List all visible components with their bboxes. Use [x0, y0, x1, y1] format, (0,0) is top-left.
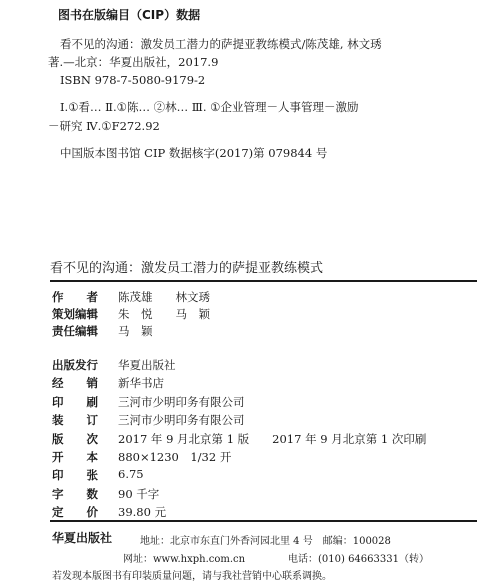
- detail-row-word-count: [52, 486, 426, 504]
- detail-value: 880×1230 1/32 开: [118, 449, 232, 464]
- title-rule: [50, 280, 477, 282]
- detail-label: 经 销: [52, 376, 98, 391]
- detail-label: 字 数: [52, 486, 98, 501]
- credit-row-author: [52, 289, 210, 306]
- detail-row-edition: [52, 431, 426, 449]
- credit-row-responsible-editor: [52, 323, 210, 340]
- detail-value: 6.75: [118, 467, 144, 482]
- detail-label: 印 刷: [52, 394, 98, 409]
- detail-label: 开 本: [52, 449, 98, 464]
- publisher-name: 华夏出版社: [52, 531, 113, 545]
- credit-label: 策划编辑: [52, 307, 98, 321]
- credit-label: 责任编辑: [52, 324, 98, 338]
- credit-value: 朱 悦 马 颖: [118, 307, 210, 321]
- credit-label: 作 者: [52, 290, 98, 304]
- detail-value: 三河市少明印务有限公司: [118, 394, 245, 409]
- detail-value: 90 千字: [118, 486, 160, 501]
- detail-row-publisher: [52, 357, 426, 375]
- cip-classification-1: Ⅰ.①看… Ⅱ.①陈… ②林… Ⅲ. ①企业管理－人事管理－激励: [60, 100, 359, 114]
- detail-label: 定 价: [52, 505, 98, 520]
- detail-row-sheets: [52, 467, 426, 485]
- credits: [52, 289, 210, 340]
- book-title: 看不见的沟通：激发员工潜力的萨提亚教练模式: [50, 261, 324, 276]
- detail-value: 三河市少明印务有限公司: [118, 413, 245, 428]
- cip-line-2: 著.—北京：华夏出版社，2017.9: [48, 55, 219, 69]
- detail-label: 出版发行: [52, 358, 98, 372]
- detail-label: 装 订: [52, 413, 98, 428]
- cip-heading: 图书在版编目（CIP）数据: [58, 8, 201, 22]
- detail-row-format: [52, 449, 426, 467]
- credit-row-planning-editor: [52, 306, 210, 323]
- detail-label: 版 次: [52, 431, 98, 446]
- detail-row-distributor: [52, 375, 426, 393]
- cip-line-1: 看不见的沟通：激发员工潜力的萨提亚教练模式/陈茂雄, 林文琇: [60, 37, 382, 51]
- quality-notice: 若发现本版图书有印装质量问题，请与我社营销中心联系调换。: [52, 571, 332, 582]
- publisher-phone: 电话：(010) 64663331（转）: [288, 554, 429, 565]
- credit-value: 陈茂雄 林文琇: [118, 290, 210, 304]
- detail-value: 39.80 元: [118, 505, 167, 520]
- detail-row-binding: [52, 412, 426, 430]
- detail-value: 新华书店: [118, 376, 164, 391]
- publisher-address: 地址：北京市东直门外香河园北里 4 号 邮编：100028: [140, 536, 391, 547]
- detail-value: 2017 年 9 月北京第 1 版 2017 年 9 月北京第 1 次印刷: [118, 431, 427, 446]
- footer-rule: [50, 520, 477, 522]
- publisher-website: 网址：www.hxph.com.cn: [123, 554, 246, 565]
- cip-classification-2: －研究 Ⅳ.①F272.92: [48, 119, 160, 133]
- publication-details: [52, 357, 426, 523]
- cip-isbn: ISBN 978-7-5080-9179-2: [60, 73, 206, 87]
- detail-row-printer: [52, 394, 426, 412]
- cip-data-number: 中国版本图书馆 CIP 数据核字(2017)第 079844 号: [60, 146, 328, 160]
- detail-value: 华夏出版社: [118, 358, 176, 372]
- credit-value: 马 颖: [118, 324, 153, 338]
- detail-label: 印 张: [52, 468, 98, 483]
